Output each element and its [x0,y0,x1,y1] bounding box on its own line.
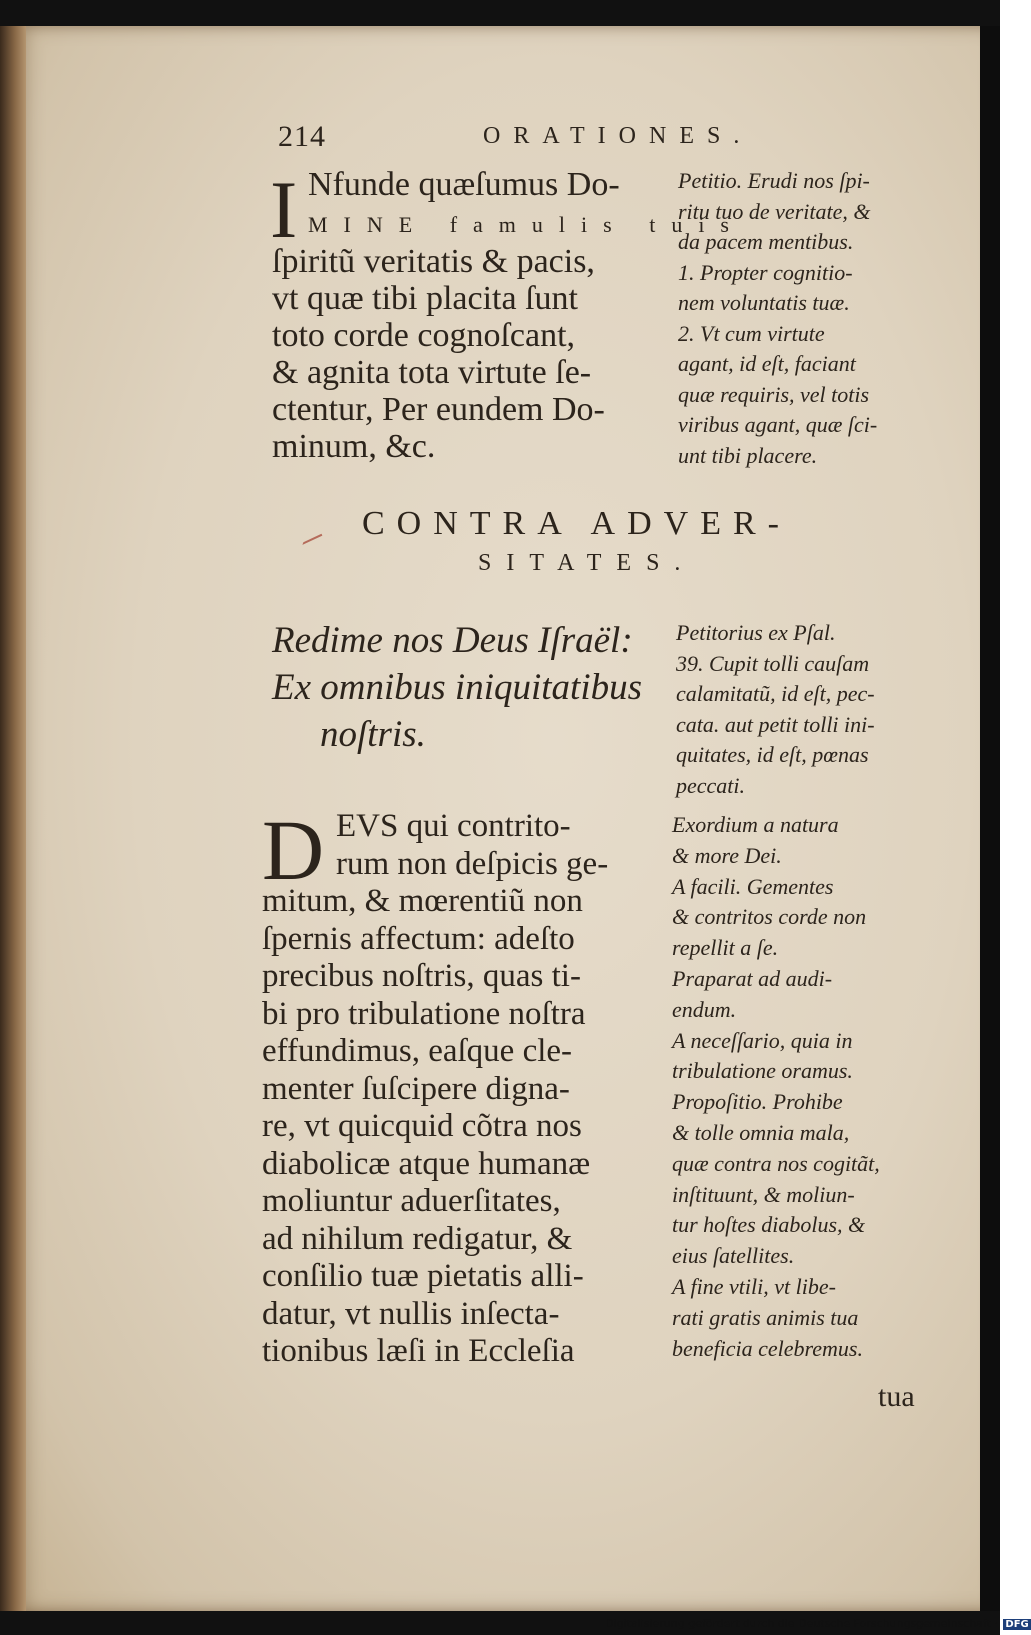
marginal-line: agant, id eſt, faciant [678,351,856,376]
section-heading-line1: CONTRA ADVER- [362,505,791,542]
prayer-two-line: moliuntur aduerſitates, [262,1183,561,1219]
prayer-two-line: datur, vt nullis inſecta- [262,1295,560,1332]
marginal-line: endum. [672,996,737,1022]
prayer-one-line: ctentur, Per eundem Do- [272,391,605,428]
psalm-line: Ex omnibus iniquitatibus [272,667,642,708]
marginal-line: beneficia celebremus. [672,1335,863,1361]
marginal-line: quæ requiris, vel totis [678,381,870,407]
marginal-line: & contritos corde non [672,904,867,930]
prayer-two-line: tionibus læſi in Eccleſia [262,1333,575,1369]
marginal-line: ritu tuo de veritate, & [678,198,871,224]
marginal-line: da pacem mentibus. [678,229,854,254]
marginal-line: inſtituunt, & moliun- [672,1181,855,1207]
prayer-two-line: EVS qui contrito- [336,808,571,844]
prayer-two-line: re, vt quicquid cõtra nos [262,1108,582,1144]
marginal-line: & tolle omnia mala, [672,1119,850,1145]
psalm-line: Redime nos Deus Iſraël: [272,620,633,661]
prayer-two-line: ad nihilum redigatur, & [262,1220,573,1257]
footer-text: Digitalisierung gefördert durch die Deutsche Forschungsgemeinschaft · [605,1617,998,1630]
marginal-line: tur hoſtes diabolus, & [672,1212,866,1238]
marginal-line: peccati. [676,772,746,798]
psalm-line: noſtris. [320,714,426,755]
prayer-one-line: minum, &c. [272,428,436,465]
drop-cap-i: I [270,164,298,255]
prayer-one-line: vt quæ tibi placita ſunt [272,280,578,317]
prayer-two [262,802,642,1371]
domine-small-caps: MINE famulis tuis [308,212,745,237]
marginal-note-one [678,166,948,471]
page-gutter-edge [0,26,26,1611]
page-number: 214 [278,120,326,153]
marginal-line: eius ſatellites. [672,1243,795,1269]
prayer-two-line: menter ſuſcipere digna- [262,1070,570,1107]
prayer-two-line: rum non deſpicis ge- [336,845,609,882]
marginal-line: Petitorius ex Pſal. [676,620,836,645]
prayer-one-line: ſpiritũ veritatis & pacis, [272,243,595,280]
prayer-two-line: mitum, & mœrentiũ non [262,883,583,919]
drop-cap-d: D [262,802,325,898]
psalm-verse [272,617,662,758]
marginal-line: viribus agant, quæ ſci- [678,412,878,437]
catchword: tua [878,1380,915,1413]
prayer-two-line: conſilio tuæ pietatis alli- [262,1258,584,1294]
marginal-line: nem voluntatis tuæ. [678,290,850,315]
marginal-line: A fine vtili, vt libe- [672,1273,836,1299]
marginal-note-two [676,618,952,801]
marginal-line: Exordium a natura [672,812,839,837]
marginal-line: & more Dei. [672,842,782,868]
section-heading-line2: SITATES. [478,550,696,576]
marginal-line: repellit a ſe. [672,935,779,961]
running-title: ORATIONES. [483,123,753,149]
dfg-logo: DFG [1005,1619,1029,1630]
marginal-line: rati gratis animis tua [672,1304,859,1330]
prayer-two-line: ſpernis affectum: adeſto [262,920,575,957]
prayer-one-line: toto corde cognoſcant, [272,317,576,354]
prayer-one-line: Nfunde quæſumus Do- [308,166,620,203]
prayer-one [270,164,745,465]
prayer-two-line: precibus noſtris, quas ti- [262,958,581,994]
marginal-line: Praparat ad audi- [672,965,833,991]
marginal-line: quæ contra nos cogitãt, [672,1150,880,1176]
marginal-line: tribulatione oramus. [672,1058,853,1084]
prayer-one-line [272,203,745,243]
marginal-line: A facili. Gementes [672,873,834,899]
marginal-line: A neceſſario, quia in [672,1027,853,1053]
digitization-footer [605,1617,1031,1630]
marginal-line: unt tibi placere. [678,442,818,468]
prayer-one-line: & agnita tota virtute ſe- [272,354,592,391]
marginal-line: 2. Vt cum virtute [678,320,825,346]
marginal-line: calamitatũ, id eſt, pec- [676,681,875,706]
marginal-line: 39. Cupit tolli cauſam [676,650,870,676]
marginal-line: Propoſitio. Prohibe [672,1089,843,1115]
marginal-line: cata. aut petit tolli ini- [676,711,875,737]
scan-border [980,26,1000,1611]
prayer-two-line: diabolicæ atque humanæ [262,1145,591,1182]
marginal-line: quitates, id eſt, pœnas [676,742,869,767]
marginal-line: 1. Propter cognitio- [678,259,853,285]
prayer-two-line: bi pro tribulatione noſtra [262,995,586,1032]
marginal-note-three [672,810,952,1364]
marginal-line: Petitio. Erudi nos ſpi- [678,168,870,193]
prayer-two-line: effundimus, eaſque cle- [262,1033,573,1069]
